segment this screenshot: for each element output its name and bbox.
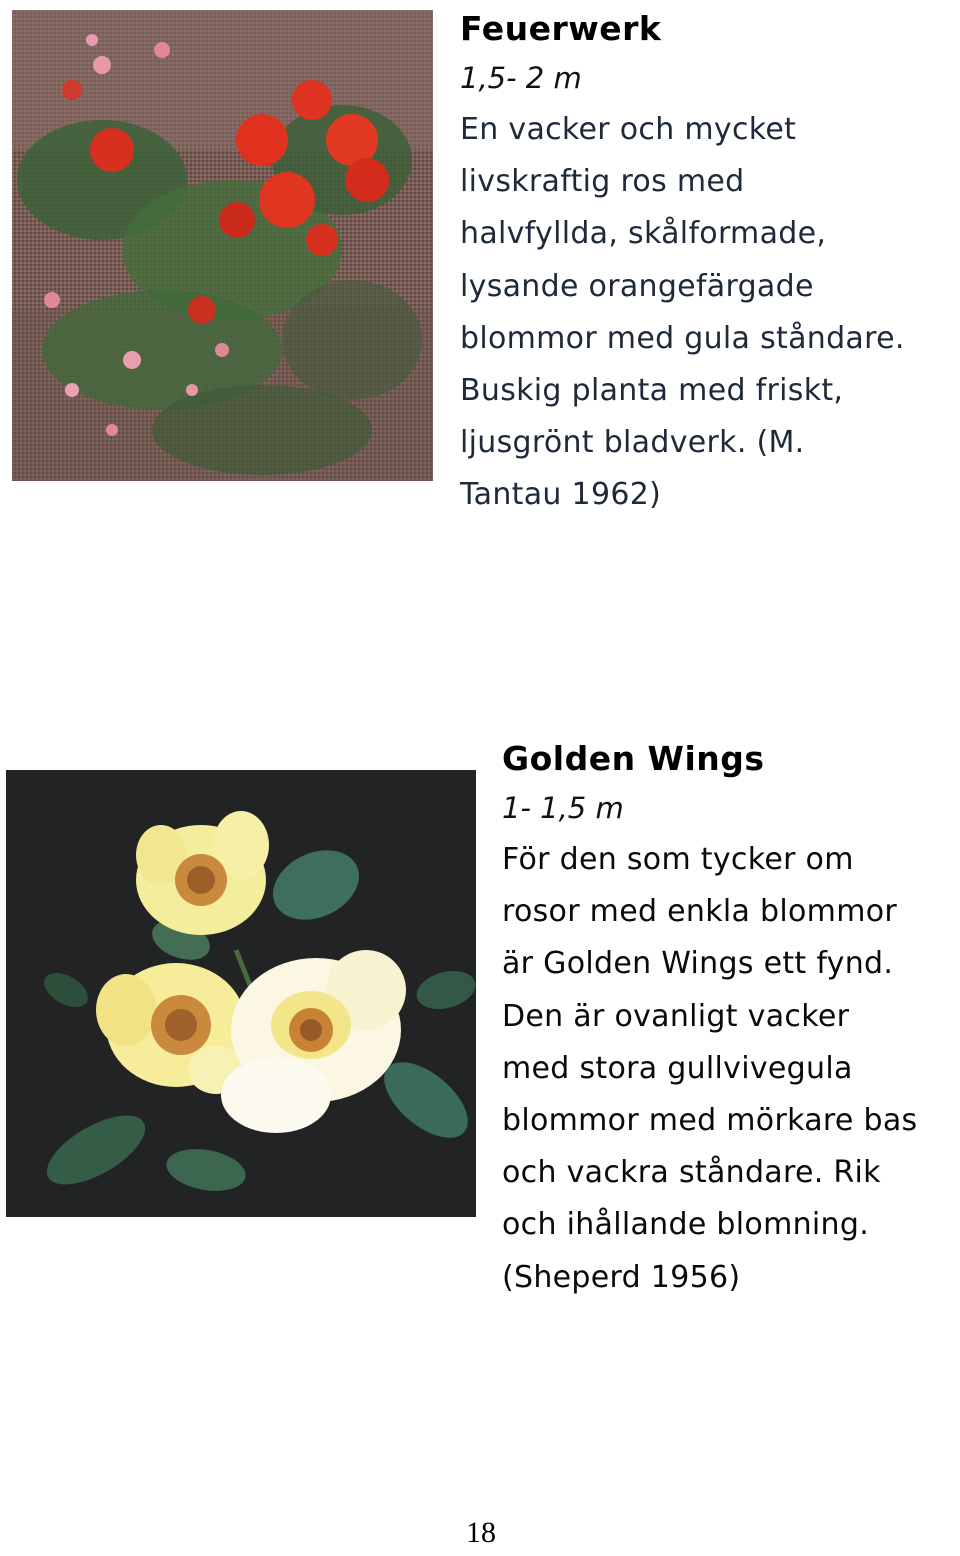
golden-wings-photo xyxy=(6,770,476,1217)
rose-name: Golden Wings xyxy=(502,739,765,778)
rose-name: Feuerwerk xyxy=(460,9,662,48)
description-line: halvfyllda, skålformade, xyxy=(460,216,827,252)
description-line: ljusgrönt bladverk. (M. xyxy=(460,425,805,461)
golden-wings-rose-image xyxy=(6,770,476,1217)
description-line: Den är ovanligt vacker xyxy=(502,998,850,1034)
golden-wings-entry xyxy=(502,736,917,1304)
rose-height: 1- 1,5 m xyxy=(502,791,624,825)
description-line: Buskig planta med friskt, xyxy=(460,373,844,409)
feuerwerk-rose-image xyxy=(12,10,433,481)
description-line: livskraftig ros med xyxy=(460,164,745,200)
description-line: blommor med mörkare bas xyxy=(502,1103,918,1139)
description-line: och vackra ståndare. Rik xyxy=(502,1155,881,1191)
description-line: och ihållande blomning. xyxy=(502,1207,870,1243)
description-line: är Golden Wings ett fynd. xyxy=(502,946,894,982)
feuerwerk-photo xyxy=(12,10,433,481)
description-line: med stora gullvivegula xyxy=(502,1050,853,1086)
description-line: För den som tycker om xyxy=(502,842,854,877)
description-line: (Sheperd 1956) xyxy=(502,1259,741,1295)
page-number: 18 xyxy=(466,1516,496,1549)
description-line: rosor med enkla blommor xyxy=(502,894,898,930)
description-line: lysande orangefärgade xyxy=(460,268,814,304)
rose-height: 1,5- 2 m xyxy=(460,61,582,95)
description-line: Tantau 1962) xyxy=(460,477,662,513)
description-line: blommor med gula ståndare. xyxy=(460,320,905,356)
description-line: En vacker och mycket xyxy=(460,112,797,147)
feuerwerk-entry xyxy=(460,6,905,522)
